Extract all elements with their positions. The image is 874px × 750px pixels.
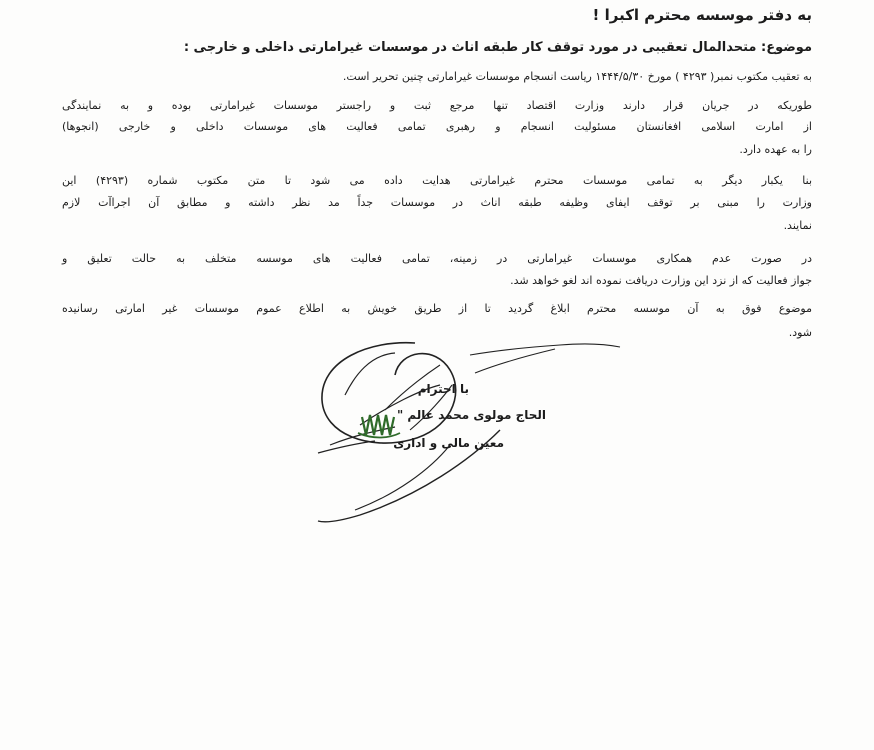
handwritten-signature: [300, 335, 640, 535]
paragraph-3-line-1: در صورت عدم همکاری موسسات غیرامارتی در زمینه، تمامی فعالیت های موسسه متخلف به حالت تعلیق و: [62, 252, 812, 265]
paragraph-1-line-2: از امارت اسلامی افغانستان مسئولیت انسجام و رهبری تمامی فعالیت های موسسات داخلی و خارجی (انجوها): [62, 120, 812, 133]
paragraph-2-line-2: وزارت را مبنی بر توقف ایفای وظیفه طبقه اناث در موسسات جداً مد نظر داشته و مطابق آن اجراآت لازم: [62, 196, 812, 209]
paragraph-2-line-3: نمایند.: [783, 219, 812, 232]
signatory-title: معین مالی و اداری: [393, 436, 504, 450]
paragraph-1-line-3: را به عهده دارد.: [739, 143, 812, 156]
paragraph-4-line-1: موضوع فوق به آن موسسه محترم ابلاغ گردید تا از طریق خویش به اطلاع عموم موسسات غیر امارتی رسانیده: [62, 302, 812, 315]
reference-line: به تعقیب مکتوب نمبر( ۴۲۹۳ ) مورخ ۱۴۴۴/۵/۳۰ ریاست انسجام موسسات غیرامارتی چنین تحریر است.: [342, 70, 812, 83]
paragraph-3-line-2: جواز فعالیت که از نزد این وزارت دریافت نموده اند لغو خواهد شد.: [510, 274, 812, 287]
addressee-line: به دفتر موسسه محترم اکبرا !: [592, 6, 812, 24]
paragraph-1-line-1: طوریکه در جریان قرار دارند وزارت اقتصاد تنها مرجع ثبت و راجستر موسسات غیرامارتی بوده و به نمایندگی: [62, 99, 812, 112]
paragraph-4-line-2: شود.: [788, 326, 812, 339]
paragraph-2-line-1: بنا یکبار دیگر به تمامی موسسات محترم غیرامارتی هدایت داده می شود تا متن مکتوب شماره (۴۲۹۳) این: [62, 174, 813, 187]
closing-regards: با احترام: [417, 382, 469, 396]
signatory-name: الحاج مولوی محمد عالم ": [396, 408, 546, 422]
subject-line: موضوع: متحدالمال تعقیبی در مورد توقف کار طبقه اناث در موسسات غیرامارتی داخلی و خارجی :: [183, 40, 812, 55]
